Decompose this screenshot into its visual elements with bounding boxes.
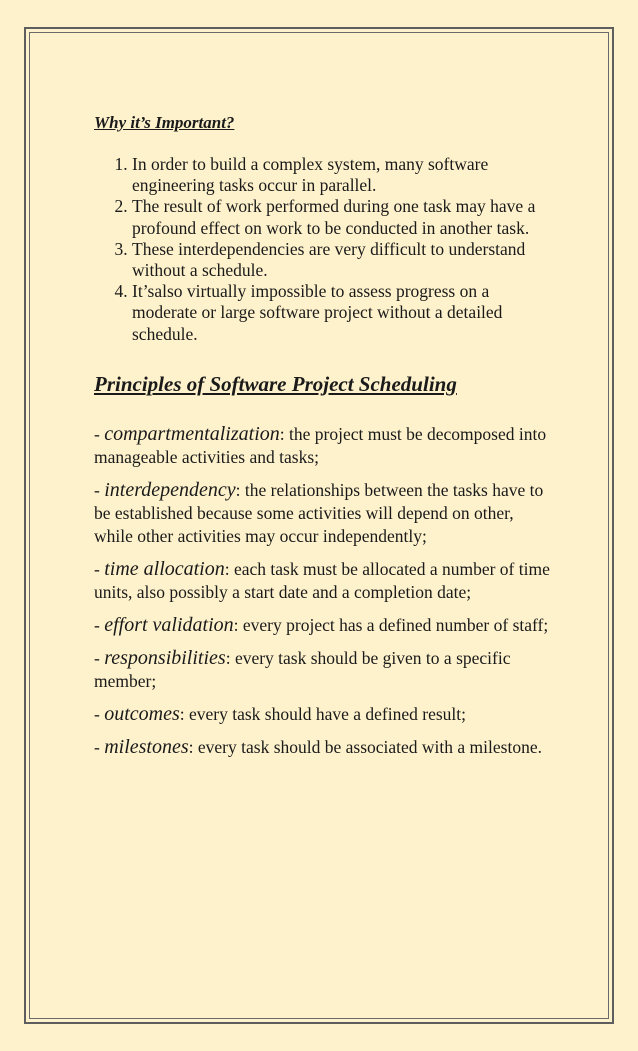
list-item: 4. It’salso virtually impossible to assess progress on a moderate or large software project without a detailed schedule. bbox=[132, 281, 554, 345]
principle-separator: : bbox=[224, 558, 234, 579]
principles-heading: Principles of Software Project Scheduling bbox=[94, 371, 457, 396]
list-item: 3. These interdependencies are very difficult to understand without a schedule. bbox=[132, 239, 554, 281]
principle-term: milestones bbox=[104, 735, 189, 758]
principle-separator: : bbox=[233, 614, 243, 635]
principle-text: the project must be decomposed into manageable activities and tasks; bbox=[94, 423, 547, 467]
principle-text: each task must be allocated a number of time units, also possibly a start date and a completion date; bbox=[94, 558, 550, 602]
why-important-heading: Why it’s Important? bbox=[94, 113, 235, 132]
principle-term: responsibilities bbox=[104, 646, 226, 669]
principle-compartmentalization bbox=[94, 423, 554, 469]
principle-dash: - bbox=[94, 736, 105, 757]
principle-responsibilities bbox=[94, 647, 554, 693]
principle-time-allocation bbox=[94, 558, 554, 604]
principle-text: the relationships between the tasks have to be established because some activities will depend on other, while other activities may occur independently; bbox=[94, 479, 544, 546]
principle-dash: - bbox=[94, 479, 105, 500]
list-item: 1. In order to build a complex system, many software engineering tasks occur in parallel. bbox=[132, 154, 554, 196]
principle-effort-validation bbox=[94, 614, 554, 637]
principle-text: every task should be given to a specific member; bbox=[94, 647, 511, 691]
principle-separator: : bbox=[179, 703, 189, 724]
document-body bbox=[94, 112, 554, 769]
principle-outcomes bbox=[94, 703, 554, 726]
principle-dash: - bbox=[94, 614, 105, 635]
principle-term: interdependency bbox=[104, 478, 236, 501]
principle-dash: - bbox=[94, 647, 105, 668]
principle-separator: : bbox=[188, 736, 198, 757]
principle-term: compartmentalization bbox=[104, 422, 280, 445]
reasons-list bbox=[94, 154, 554, 345]
principle-separator: : bbox=[235, 479, 245, 500]
principle-text: every task should be associated with a milestone. bbox=[197, 736, 542, 757]
principle-text: every task should have a defined result; bbox=[189, 703, 466, 724]
principle-text: every project has a defined number of staff; bbox=[242, 614, 549, 635]
principle-dash: - bbox=[94, 423, 105, 444]
principle-separator: : bbox=[279, 423, 289, 444]
principle-term: outcomes bbox=[104, 702, 180, 725]
principle-separator: : bbox=[225, 647, 235, 668]
principle-term: effort validation bbox=[104, 613, 234, 636]
principle-interdependency bbox=[94, 479, 554, 548]
principle-dash: - bbox=[94, 703, 105, 724]
list-item: 2. The result of work performed during one task may have a profound effect on work to be conducted in another task. bbox=[132, 196, 554, 238]
principle-term: time allocation bbox=[104, 557, 225, 580]
principle-dash: - bbox=[94, 558, 105, 579]
principle-milestones bbox=[94, 736, 554, 759]
